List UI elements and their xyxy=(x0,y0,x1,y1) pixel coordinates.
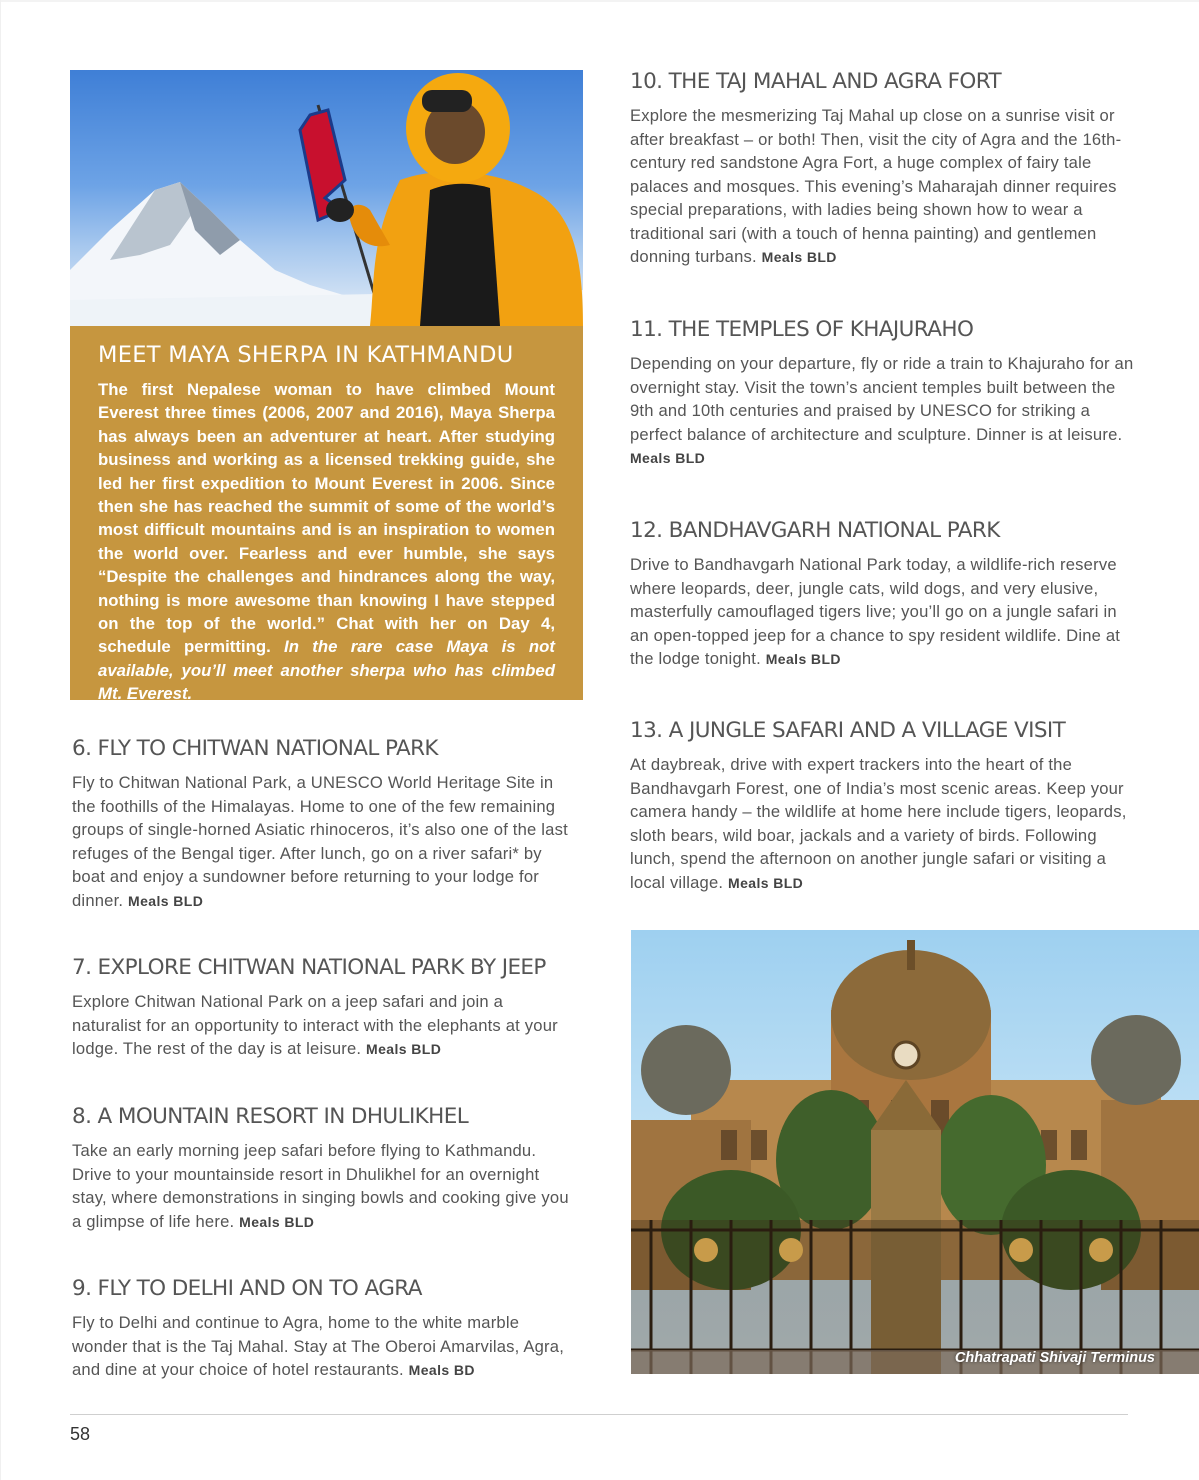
day-text xyxy=(72,771,577,913)
sidebar-body-text: The first Nepalese woman to have climbed Mount Everest three times (2006, 2007 and 2016), Maya Sherpa has always been an adventurer at heart. After studying business and working as a licensed trekking guide, she led her first expedition to Mount Everest in 2006. Since then she has reached the summit of some of the world’s most difficult mountains and is an inspiration to women the world over. Fearless and ever humble, she says “Despite the challenges and hindrances along the way, nothing is more awesome than knowing I have stepped on the top of the world.” Chat with her on Day 4, schedule permitting. xyxy=(98,380,555,657)
day-text xyxy=(630,104,1135,270)
meals-label: Meals BLD xyxy=(239,1213,315,1230)
day-text xyxy=(72,990,577,1062)
day-13 xyxy=(630,717,1135,895)
day-text xyxy=(630,352,1135,471)
day-description: Drive to Bandhavgarh National Park today, a wildlife-rich reserve where leopards, deer, jungle cats, wild dogs, and very elusive, masterfully camouflaged tigers live; you’ll go on a jungle safari in an open-topped jeep for a chance to spy resident wildlife. Dine at the lodge tonight. xyxy=(630,555,1121,668)
day-description: Fly to Delhi and continue to Agra, home to the white marble wonder that is the Taj Mahal. Stay at The Oberoi Amarvilas, Agra, and dine at your choice of hotel restaurants. xyxy=(72,1313,565,1379)
sidebar-title: MEET MAYA SHERPA IN KATHMANDU xyxy=(98,342,514,368)
meals-label: Meals BLD xyxy=(128,892,204,909)
day-title: 8. A MOUNTAIN RESORT IN DHULIKHEL xyxy=(72,1104,469,1129)
meals-label: Meals BLD xyxy=(765,651,841,667)
day-9 xyxy=(72,1275,577,1383)
day-12 xyxy=(630,517,1135,672)
page-number: 58 xyxy=(70,1424,91,1444)
day-text xyxy=(72,1139,577,1234)
sidebar-body-italic: In the rare case Maya is not available, you’ll meet another sherpa who has climbed Mt. Everest. xyxy=(98,637,556,704)
day-description: Depending on your departure, fly or ride a train to Khajuraho for an overnight stay. Visit the town’s ancient temples built between the 9th and 10th centuries and praised by UNESCO for striking a perfect balance of architecture and sculpture. Dinner is at leisure. xyxy=(630,354,1134,444)
day-title: 7. EXPLORE CHITWAN NATIONAL PARK BY JEEP xyxy=(72,955,546,980)
meals-label: Meals BLD xyxy=(630,450,706,466)
day-title: 11. THE TEMPLES OF KHAJURAHO xyxy=(630,317,974,342)
day-title: 12. BANDHAVGARH NATIONAL PARK xyxy=(630,518,1000,543)
day-title: 6. FLY TO CHITWAN NATIONAL PARK xyxy=(72,736,438,761)
meals-label: Meals BLD xyxy=(366,1041,442,1057)
day-description: Explore Chitwan National Park on a jeep safari and join a naturalist for an opportunity to interact with the elephants at your lodge. The rest of the day is at leisure. xyxy=(72,992,558,1058)
day-11 xyxy=(630,316,1135,471)
page-top-edge xyxy=(0,0,1199,2)
day-10 xyxy=(630,68,1135,270)
meals-label: Meals BLD xyxy=(728,874,804,891)
terminus-photo xyxy=(631,930,1199,1374)
climber-photo xyxy=(70,70,583,326)
day-title: 10. THE TAJ MAHAL AND AGRA FORT xyxy=(630,69,1002,94)
footer-divider xyxy=(70,1414,1128,1415)
day-description: Fly to Chitwan National Park, a UNESCO World Heritage Site in the foothills of the Himalayas. Home to one of the few remaining groups of single-horned Asiatic rhinoceros, it’s also one of the last refuges of the Bengal tiger. After lunch, go on a river safari* by boat and enjoy a sundowner before returning to your lodge for dinner. xyxy=(72,773,568,910)
photo-caption: Chhatrapati Shivaji Terminus xyxy=(954,1350,1155,1366)
day-6 xyxy=(72,735,577,913)
day-description: Explore the mesmerizing Taj Mahal up close on a sunrise visit or after breakfast – or both! Then, visit the city of Agra and the 16th-century red sandstone Agra Fort, a huge complex of fairy tale palaces and mosques. This evening’s Maharajah dinner requires special preparations, with ladies being shown how to wear a traditional sari (with a touch of henna painting) and gentlemen donning turbans. xyxy=(630,106,1122,266)
day-7 xyxy=(72,954,577,1062)
day-text xyxy=(72,1311,577,1383)
day-title: 13. A JUNGLE SAFARI AND A VILLAGE VISIT xyxy=(630,718,1066,743)
day-text xyxy=(630,553,1135,672)
day-title: 9. FLY TO DELHI AND ON TO AGRA xyxy=(72,1276,422,1301)
page-left-edge xyxy=(0,0,1,1480)
meet-maya-sherpa-box xyxy=(70,326,583,704)
sidebar-body xyxy=(98,378,555,706)
day-description: At daybreak, drive with expert trackers into the heart of the Bandhavgarh Forest, one of India’s most scenic areas. Keep your camera handy – the wildlife at home here include tigers, leopards, sloth bears, wild boar, jackals and a variety of birds. Following lunch, spend the afternoon on another jungle safari or visiting a local village. xyxy=(630,755,1127,892)
meals-label: Meals BD xyxy=(408,1362,475,1378)
day-description: Take an early morning jeep safari before flying to Kathmandu. Drive to your mountainside resort in Dhulikhel for an overnight stay, where demonstrations in singing bowls and cooking give you a glimpse of life here. xyxy=(72,1141,569,1231)
meals-label: Meals BLD xyxy=(761,249,837,265)
day-text xyxy=(630,753,1135,895)
day-8 xyxy=(72,1103,577,1234)
